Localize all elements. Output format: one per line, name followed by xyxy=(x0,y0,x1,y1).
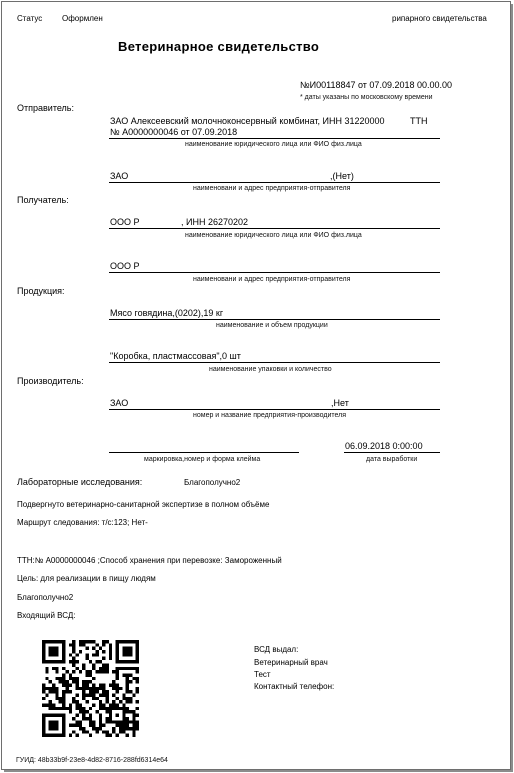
sender-caption1: наименование юридического лица или ФИО физ.лица xyxy=(185,141,362,148)
header-right-fragment: рипарного свидетельства xyxy=(392,14,487,23)
packaging-underline xyxy=(109,362,440,363)
producer-underline xyxy=(109,409,440,410)
product-packaging: "Коробка, пластмассовая",0 шт xyxy=(110,351,241,361)
lab-label: Лабораторные исследования: xyxy=(17,477,143,487)
page-shadow-right xyxy=(511,4,513,771)
page-shadow-bottom xyxy=(4,770,513,772)
route-note: Маршрут следования: т/с:123; Нет- xyxy=(17,518,148,527)
recipient-name-right: , ИНН 26270202 xyxy=(181,217,249,227)
sender-address-left: ЗАО xyxy=(110,171,129,181)
product-label: Продукция: xyxy=(17,286,65,296)
purpose-note: Цель: для реализации в пищу людям xyxy=(17,574,156,583)
issuer-label: ВСД выдал: xyxy=(254,645,299,654)
lab-value: Благополучно2 xyxy=(184,478,241,487)
producer-label: Производитель: xyxy=(17,376,84,386)
sender-caption2: наименовани и адрес предприятия-отправителя xyxy=(193,185,351,192)
marking-underline xyxy=(109,452,299,453)
product-line: Мясо говядина,(0202),19 кг xyxy=(110,308,224,318)
ttn-storage-note: ТТН:№ А0000000046 ;Способ хранения при перевозке: Замороженный xyxy=(17,556,282,565)
production-date-caption: дата выработки xyxy=(366,456,418,463)
product-underline xyxy=(109,319,440,320)
incoming-vsd-label: Входящий ВСД: xyxy=(17,611,76,620)
recipient-address-underline xyxy=(109,272,440,273)
producer-name-right: ,Нет xyxy=(331,398,349,408)
document-title: Ветеринарное свидетельство xyxy=(118,39,320,54)
producer-caption1: номер и название предприятия-производителя xyxy=(193,412,347,419)
expertise-note: Подвергнуто ветеринарно-санитарной экспертизе в полном объёме xyxy=(17,500,270,509)
sender-underline xyxy=(109,138,440,139)
document-number-date: №И00118847 от 07.09.2018 00.00.00 xyxy=(300,80,453,90)
product-caption1: наименование и объем продукции xyxy=(216,322,328,329)
qr-code-icon xyxy=(42,640,139,737)
sender-line1: ЗАО Алексеевский молочноконсервный комбинат, ИНН 31220000 xyxy=(110,116,385,126)
recipient-caption1: наименование юридического лица или ФИО физ.лица xyxy=(185,232,362,239)
time-note: * даты указаны по московскому времени xyxy=(300,94,433,101)
sender-address-right: ,(Нет) xyxy=(330,171,354,181)
recipient-label: Получатель: xyxy=(17,195,69,205)
status-value: Оформлен xyxy=(62,14,103,23)
recipient-address: ООО Р xyxy=(110,261,140,271)
production-date: 06.09.2018 0:00:00 xyxy=(345,441,423,451)
issuer-name: Тест xyxy=(254,670,271,679)
sender-line2: № А0000000046 от 07.09.2018 xyxy=(110,127,238,137)
product-caption2: наименование упаковки и количество xyxy=(209,366,332,373)
sender-address-underline xyxy=(109,182,440,183)
status-label: Статус xyxy=(17,14,43,23)
recipient-name-left: ООО Р xyxy=(110,217,140,227)
recipient-caption2: наименовани и адрес предприятия-отправителя xyxy=(193,276,351,283)
status2-note: Благополучно2 xyxy=(17,593,74,602)
sender-ttn-label: ТТН xyxy=(410,116,428,126)
guid-footer: ГУИД: 48b33b9f-23e8-4d82-8716-288fd6314e64 xyxy=(16,757,168,764)
issuer-phone-label: Контактный телефон: xyxy=(254,682,335,691)
recipient-underline xyxy=(109,228,440,229)
marking-caption: маркировка,номер и форма клейма xyxy=(144,456,261,463)
sender-label: Отправитель: xyxy=(17,103,74,113)
producer-name-left: ЗАО xyxy=(110,398,129,408)
issuer-role: Ветеринарный врач xyxy=(254,658,328,667)
production-date-underline xyxy=(344,452,440,453)
